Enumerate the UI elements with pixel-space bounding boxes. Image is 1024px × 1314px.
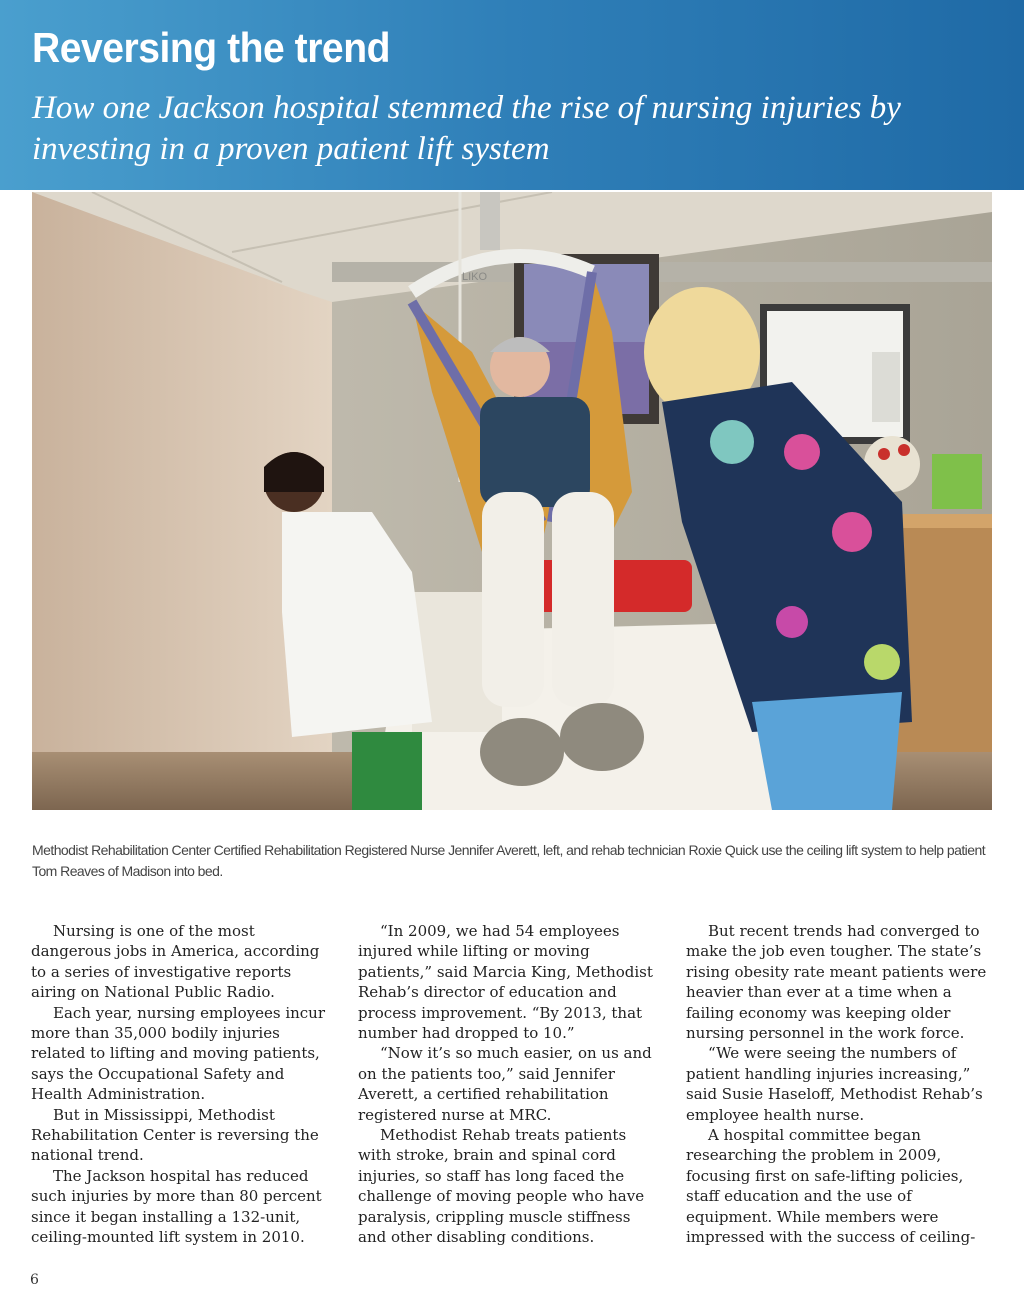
photo-caption: Methodist Rehabilitation Center Certified Rehabilitation Registered Nurse Jennifer Averett, left, and rehab technician Roxie Quick use the ceiling lift system to help patient Tom Reaves of Madison into bed. (32, 842, 986, 879)
lift-brand-label: LIKO (462, 271, 488, 283)
page-title: Reversing the trend (32, 24, 390, 71)
paragraph: “We were seeing the numbers of patient handling injuries increasing,” said Susie Haseloff, Methodist Rehab’s employee health nurse. (686, 1044, 983, 1124)
paragraph: But in Mississippi, Methodist Rehabilitation Center is reversing the national trend. (31, 1105, 319, 1165)
article-column-3 (686, 921, 991, 1248)
paragraph: The Jackson hospital has reduced such injuries by more than 80 percent since it began installing a 132-unit, ceiling-mounted lift system in 2010. (31, 1166, 322, 1247)
paragraph: Each year, nursing employees incur more than 35,000 bodily injuries related to lifting and moving patients, says the Occupational Safety and Health Administration. (31, 1003, 326, 1104)
paragraph: But recent trends had converged to make the job even tougher. The state’s rising obesity rate meant patients were heavier than ever at a time when a failing economy was keeping older nursing personnel in the work force. (686, 922, 987, 1043)
article-photo (32, 192, 992, 810)
paragraph: “Now it’s so much easier, on us and on the patients too,” said Jennifer Averett, a certified rehabilitation registered nurse at MRC. (358, 1044, 652, 1124)
paragraph: A hospital committee began researching the problem in 2009, focusing first on safe-lifting policies, staff education and the use of equipment. While members were impressed with the success of ceiling- (686, 1126, 976, 1247)
article-body (31, 921, 993, 1251)
article-column-2 (358, 921, 663, 1248)
paragraph: “In 2009, we had 54 employees injured while lifting or moving patients,” said Marcia King, Methodist Rehab’s director of education and process improvement. “By 2013, that number had dropped to 10.” (358, 922, 653, 1043)
article-column-1 (31, 921, 336, 1248)
page-number: 6 (30, 1272, 39, 1288)
paragraph: Methodist Rehab treats patients with stroke, brain and spinal cord injuries, so staff has long faced the challenge of moving people who have paralysis, crippling muscle stiffness and other disabling conditions. (358, 1126, 645, 1247)
paragraph: Nursing is one of the most dangerous jobs in America, according to a series of investigative reports airing on National Public Radio. (31, 922, 320, 1002)
page-subtitle: How one Jackson hospital stemmed the rise of nursing injuries by investing in a proven patient lift system (32, 90, 901, 167)
header-banner (0, 0, 1024, 190)
